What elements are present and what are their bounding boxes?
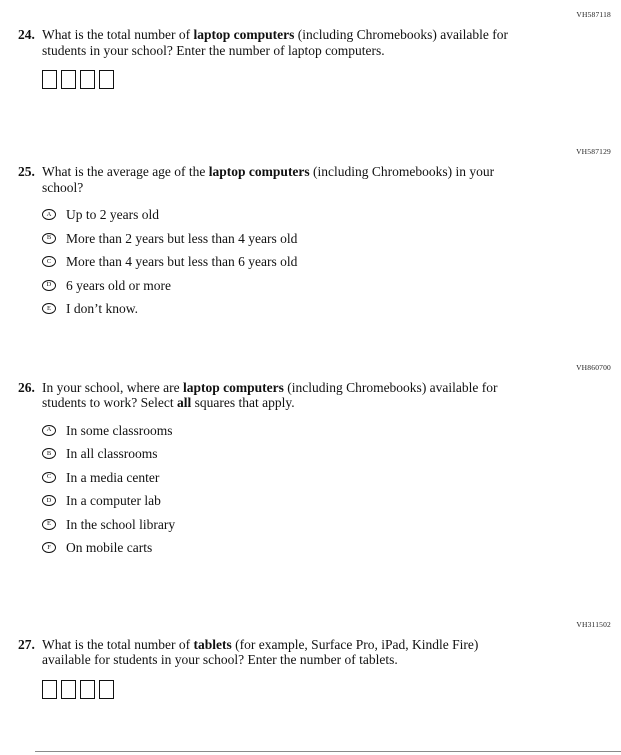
answer-oval[interactable] [42,542,56,553]
option-label: In the school library [66,516,176,532]
option-row[interactable] [42,446,611,462]
question-24-answer-boxes [42,70,611,89]
option-row[interactable] [42,231,611,247]
option-row[interactable] [42,540,611,556]
option-label: 6 years old or more [66,277,171,293]
oval-letter: E [47,304,51,312]
oval-letter: D [46,281,52,288]
question-text-segment: (for example, Surface Pro, iPad, Kindle Fire) available for students in your school? Enter the number of tablets. [42,636,479,667]
answer-oval[interactable] [42,425,56,436]
oval-letter: E [47,520,51,527]
option-row[interactable] [42,207,611,223]
option-row[interactable] [42,301,611,317]
question-25 [18,147,611,317]
question-24-code: VH587118 [576,10,611,19]
option-label: More than 4 years but less than 6 years old [66,254,298,269]
answer-box[interactable] [42,680,57,699]
option-label: In some classrooms [66,422,173,438]
question-text-segment-bold: laptop computers [208,164,310,179]
option-row[interactable] [42,470,611,486]
option-label: In a computer lab [66,493,161,508]
option-row[interactable] [42,493,611,509]
option-row[interactable] [42,517,611,533]
answer-oval[interactable] [42,303,56,314]
question-text-segment: In your school, where are [42,379,183,395]
question-27 [18,620,611,699]
question-text-segment: What is the average age of the [42,164,209,179]
question-text-segment: What is the total number of [42,27,194,42]
question-text-segment-bold: laptop computers [193,27,295,42]
question-25-options [42,207,611,317]
option-row[interactable] [42,278,611,294]
option-row[interactable] [42,254,611,270]
option-row[interactable] [42,423,611,439]
answer-oval[interactable] [42,233,56,244]
answer-box[interactable] [80,680,95,699]
question-text-segment: (including Chromebooks) in your school? [42,164,495,195]
question-text-segment: What is the total number of [42,636,194,652]
oval-letter: B [46,449,52,457]
answer-box[interactable] [42,70,57,89]
oval-letter: A [46,210,52,218]
oval-letter: F [47,543,51,551]
oval-letter: C [46,257,52,265]
oval-letter: A [46,426,52,433]
answer-oval[interactable] [42,495,56,506]
question-text-segment-bold: tablets [193,636,232,652]
question-25-code: VH587129 [576,147,611,156]
page-divider [35,751,621,752]
answer-box[interactable] [61,70,76,89]
answer-box[interactable] [99,680,114,699]
question-26-code: VH860700 [576,362,611,372]
oval-letter: C [46,473,52,480]
option-label: I don’t know. [66,301,138,316]
option-label: Up to 2 years old [66,207,159,222]
question-text-segment: squares that apply. [191,395,295,410]
answer-box[interactable] [80,70,95,89]
answer-box[interactable] [99,70,114,89]
question-text-segment-bold: laptop computers [182,379,284,395]
question-24 [18,10,611,89]
question-27-number: 27. [18,636,35,652]
question-text-segment: (including Chromebooks) available for students in your school? Enter the number of laptop computers. [42,27,509,58]
answer-oval[interactable] [42,256,56,267]
option-label: In all classrooms [66,446,158,461]
answer-oval[interactable] [42,519,56,530]
question-27-code: VH311502 [576,619,611,629]
question-25-number: 25. [18,164,35,179]
answer-oval[interactable] [42,448,56,459]
question-27-answer-boxes [42,680,611,699]
oval-letter: B [46,234,52,241]
option-label: More than 2 years but less than 4 years old [66,230,298,246]
option-label: In a media center [66,469,160,485]
oval-letter: D [46,496,52,504]
question-text-segment: (including Chromebooks) available for students to work? Select [42,379,498,410]
question-25-text [42,164,522,195]
answer-box[interactable] [61,680,76,699]
question-text-segment-bold: all [176,395,192,410]
answer-oval[interactable] [42,472,56,483]
answer-oval[interactable] [42,209,56,220]
question-26-options [42,423,611,556]
option-label: On mobile carts [66,540,153,555]
question-26-text [42,380,522,411]
answer-oval[interactable] [42,280,56,291]
question-27-text [42,637,522,668]
question-24-text [42,27,522,58]
question-24-number: 24. [18,27,35,42]
question-26-number: 26. [18,379,35,395]
question-26 [18,363,611,556]
